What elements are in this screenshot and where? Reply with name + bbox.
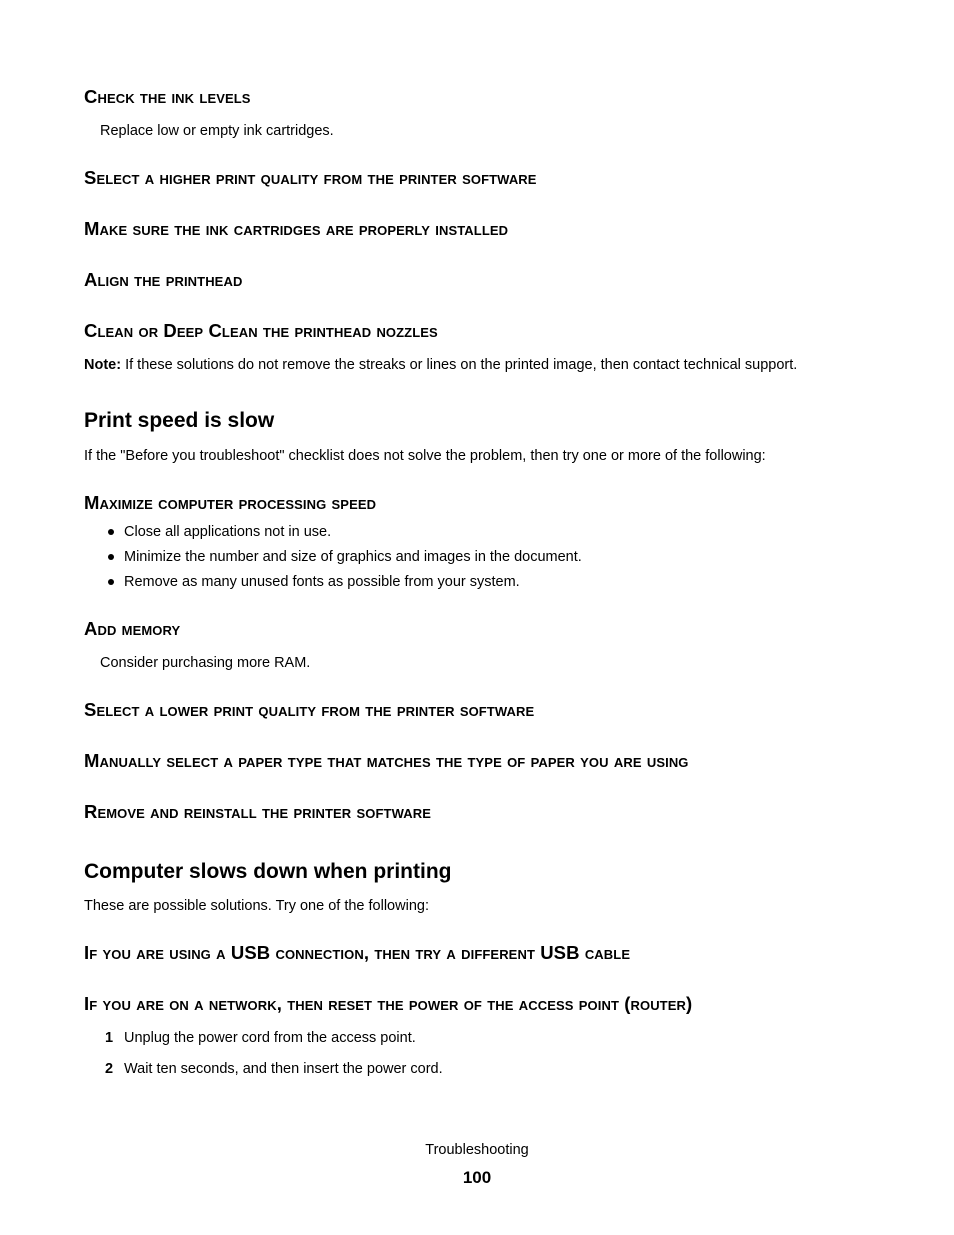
computer-slow-intro: These are possible solutions. Try one of the following:	[84, 898, 429, 914]
heading-check-ink-levels: Check the ink levels	[84, 86, 251, 107]
heading-add-memory: Add memory	[84, 618, 181, 639]
heading-usb-cable: If you are using a USB connection, then try a different USB cable	[84, 942, 631, 963]
title-print-speed-slow: Print speed is slow	[84, 409, 275, 432]
step-number: 2	[105, 1061, 114, 1077]
note-label: Note:	[84, 357, 122, 373]
heading-lower-quality: Select a lower print quality from the printer software	[84, 699, 535, 720]
heading-reset-access-point: If you are on a network, then reset the power of the access point (router)	[84, 993, 693, 1014]
note-paragraph	[84, 357, 797, 373]
title-computer-slows: Computer slows down when printing	[84, 860, 452, 883]
print-speed-intro: If the "Before you troubleshoot" checklist does not solve the problem, then try one or more of the following:	[84, 448, 766, 464]
step-text: Wait ten seconds, and then insert the power cord.	[124, 1061, 443, 1077]
memory-text: Consider purchasing more RAM.	[100, 655, 311, 671]
ink-levels-text: Replace low or empty ink cartridges.	[100, 123, 334, 139]
list-item: Close all applications not in use.	[124, 524, 332, 540]
heading-maximize-speed: Maximize computer processing speed	[84, 492, 377, 513]
bullet-icon	[108, 529, 114, 535]
heading-reinstall-software: Remove and reinstall the printer software	[84, 801, 431, 822]
heading-higher-quality: Select a higher print quality from the printer software	[84, 167, 537, 188]
page-number: 100	[462, 1168, 492, 1187]
heading-clean-nozzles: Clean or Deep Clean the printhead nozzles	[84, 320, 438, 341]
step-number: 1	[105, 1030, 114, 1046]
heading-cartridges-installed: Make sure the ink cartridges are properly installed	[84, 218, 509, 239]
bullet-icon	[108, 579, 114, 585]
bullet-icon	[108, 554, 114, 560]
note-text: If these solutions do not remove the streaks or lines on the printed image, then contact technical support.	[121, 357, 798, 373]
step-text: Unplug the power cord from the access point.	[124, 1030, 416, 1046]
heading-align-printhead: Align the printhead	[84, 269, 243, 290]
heading-paper-type: Manually select a paper type that matches the type of paper you are using	[84, 750, 689, 771]
list-item: Minimize the number and size of graphics and images in the document.	[124, 549, 582, 565]
footer-section-label: Troubleshooting	[425, 1142, 529, 1158]
list-item: Remove as many unused fonts as possible from your system.	[124, 574, 520, 590]
